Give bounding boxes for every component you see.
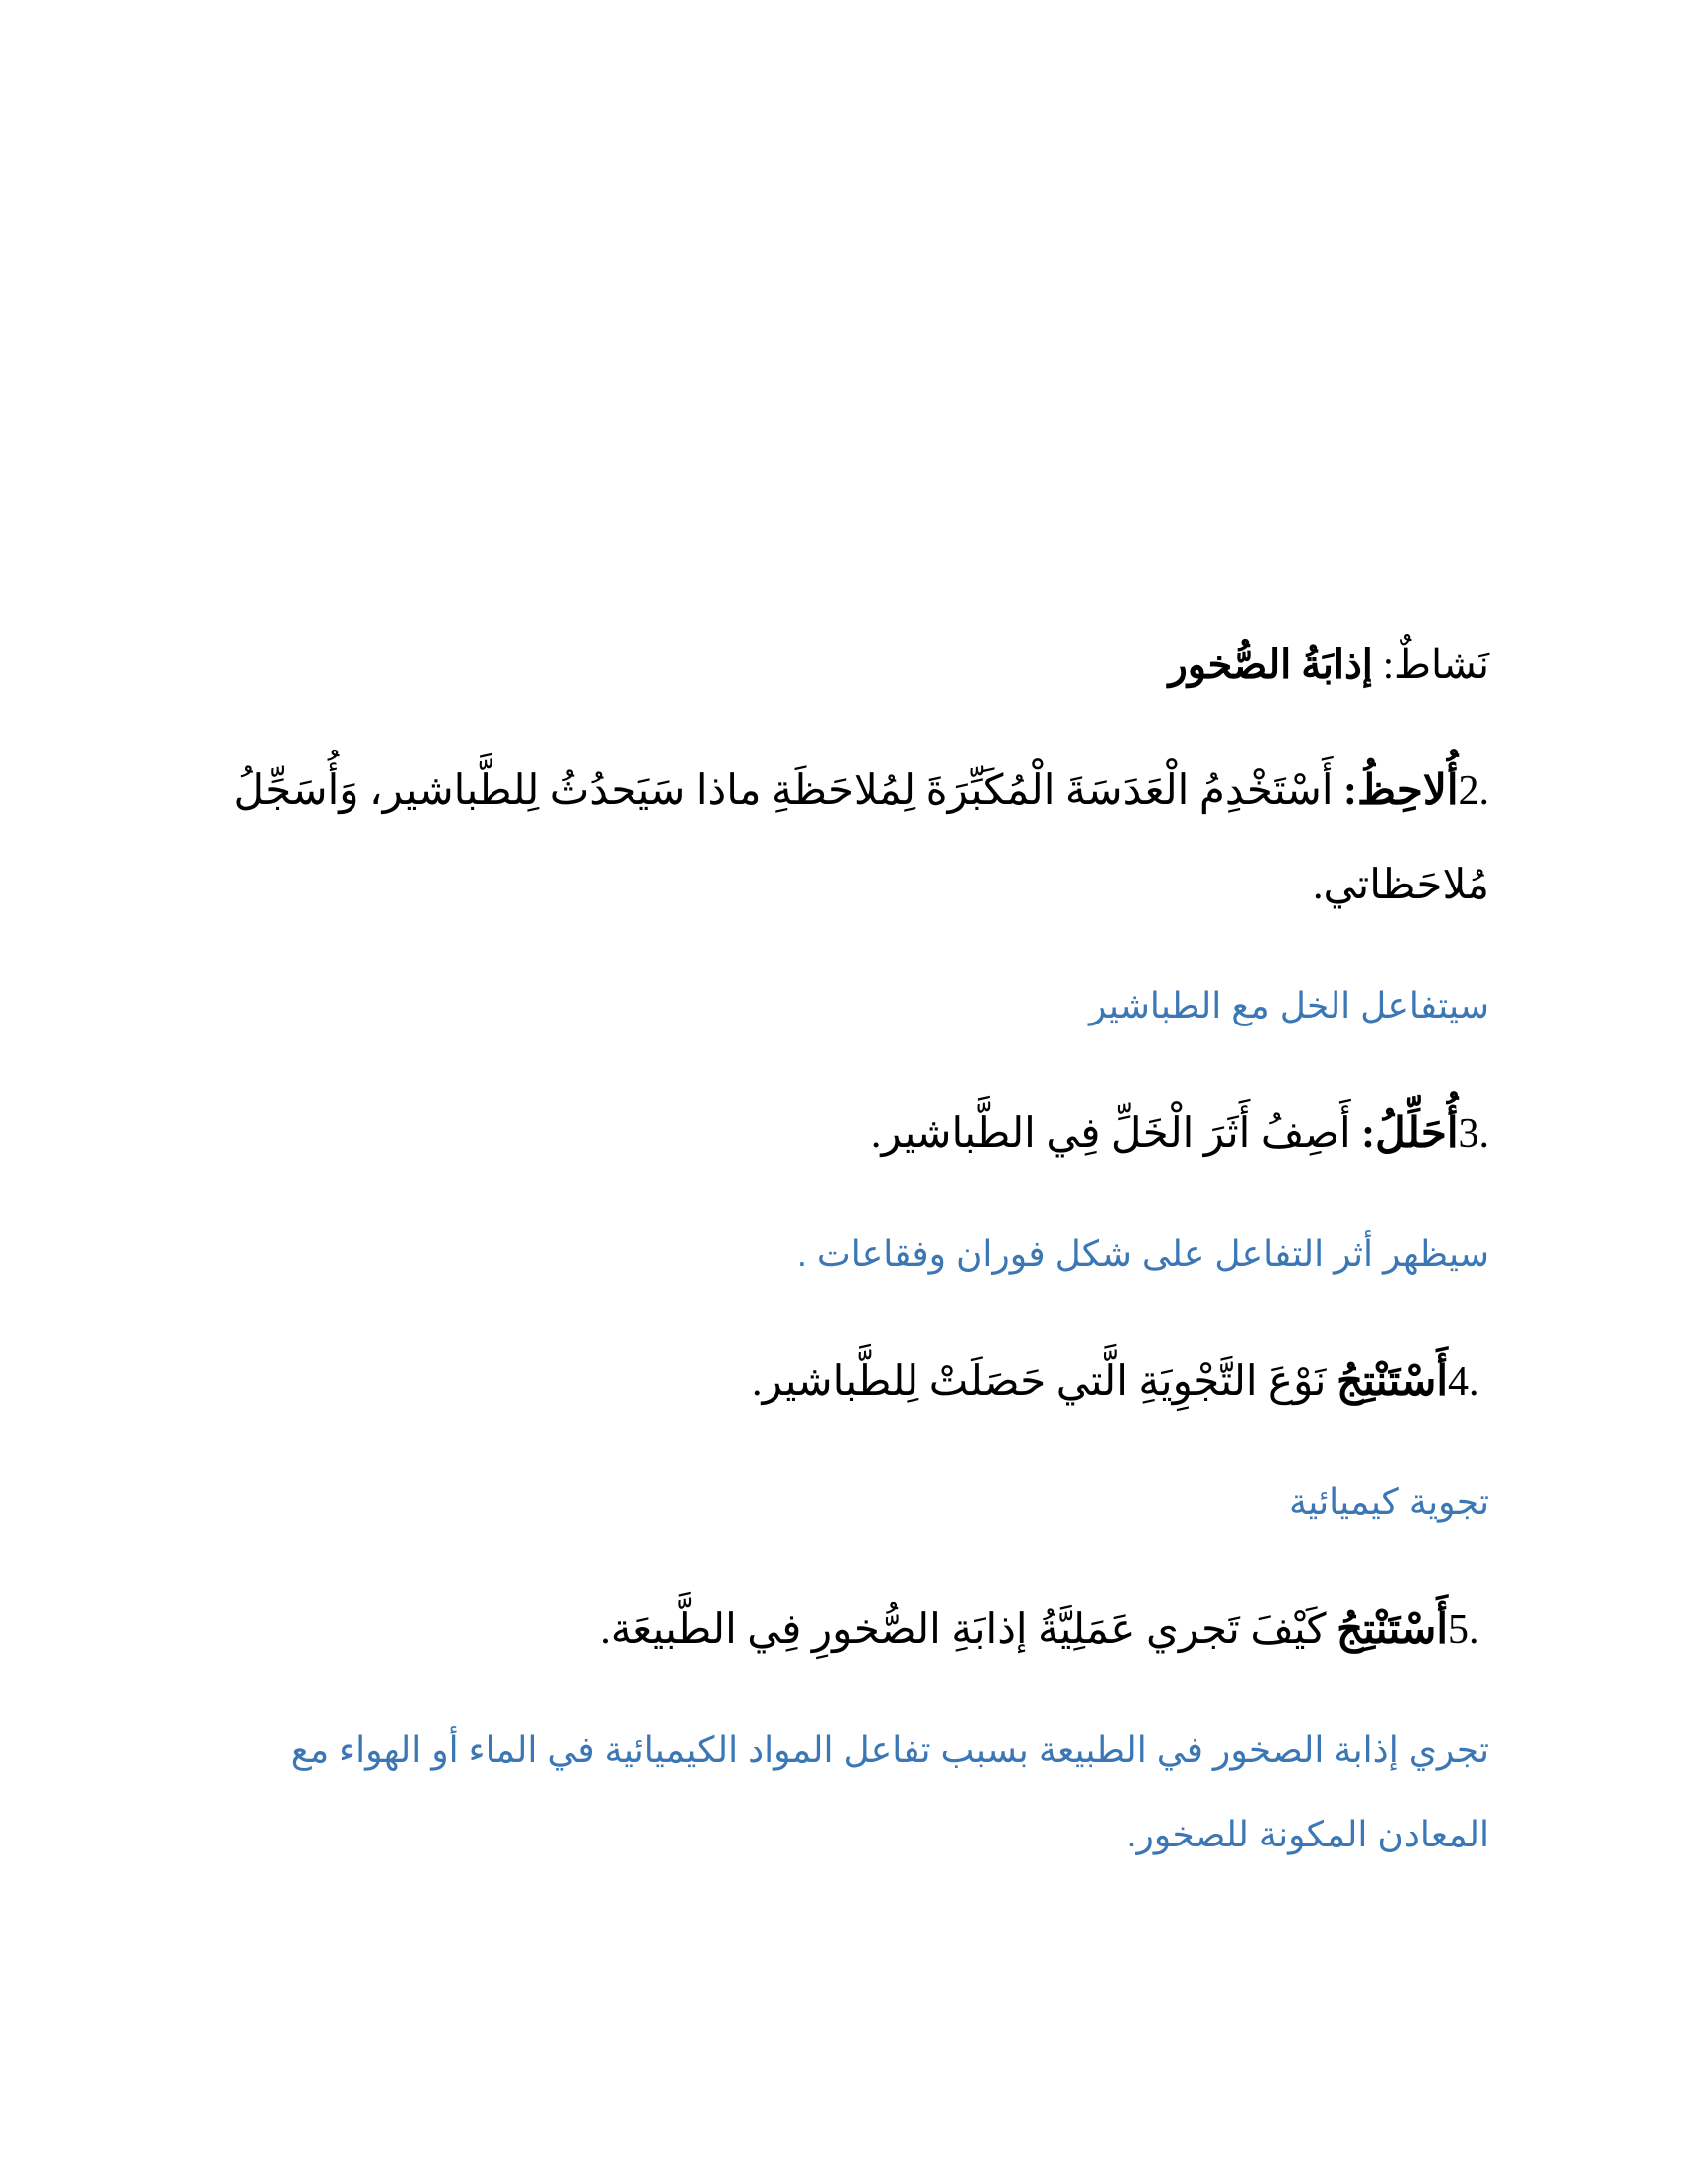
- answer-5: تجري إذابة الصخور في الطبيعة بسبب تفاعل المواد الكيميائية في الماء أو الهواء مع المعادن المكونة للصخور.: [290, 1729, 1489, 1854]
- question-number: 4.: [1448, 1359, 1489, 1405]
- question-number: 3.: [1458, 1111, 1489, 1157]
- question-verb: أُحَلِّلُ:: [1361, 1111, 1459, 1157]
- document-content: [228, 635, 1489, 1916]
- question-verb: أَسْتَنْتِجُ: [1336, 1607, 1448, 1653]
- answer-2: سيتفاعل الخل مع الطباشير: [1089, 985, 1489, 1025]
- question-text: نَوْعَ التَّجْوِيَةِ الَّتي حَصَلَتْ لِلطَّباشير.: [752, 1359, 1336, 1405]
- question-2: [228, 745, 1489, 933]
- question-3: [228, 1087, 1489, 1181]
- question-text: أَصِفُ أَثَرَ الْخَلِّ فِي الطَّباشير.: [870, 1111, 1362, 1157]
- question-verb: أَسْتَنْتِجُ: [1336, 1359, 1448, 1405]
- question-number: 2.: [1458, 768, 1489, 814]
- question-4: [228, 1335, 1489, 1430]
- answer-4: تجوية كيميائية: [1288, 1481, 1489, 1522]
- question-5: [228, 1583, 1489, 1678]
- activity-name: إذابَةُ الصُّخور: [1168, 642, 1373, 687]
- activity-title: [228, 635, 1489, 695]
- question-verb: أُلاحِظُ:: [1343, 768, 1459, 814]
- answer-3: سيظهر أثر التفاعل على شكل فوران وفقاعات .: [796, 1233, 1489, 1274]
- activity-prefix: نَشاطٌ:: [1372, 642, 1489, 687]
- question-text: أَسْتَخْدِمُ الْعَدَسَةَ الْمُكَبِّرَةَ لِمُلاحَظَةِ ماذا سَيَحدُثُ لِلطَّباشير، وَأُسَجِّلُ مُلاحَظاتي.: [233, 768, 1489, 908]
- question-number: 5.: [1448, 1607, 1489, 1653]
- question-text: كَيْفَ تَجري عَمَلِيَّةُ إذابَةِ الصُّخورِ فِي الطَّبيعَة.: [600, 1607, 1336, 1653]
